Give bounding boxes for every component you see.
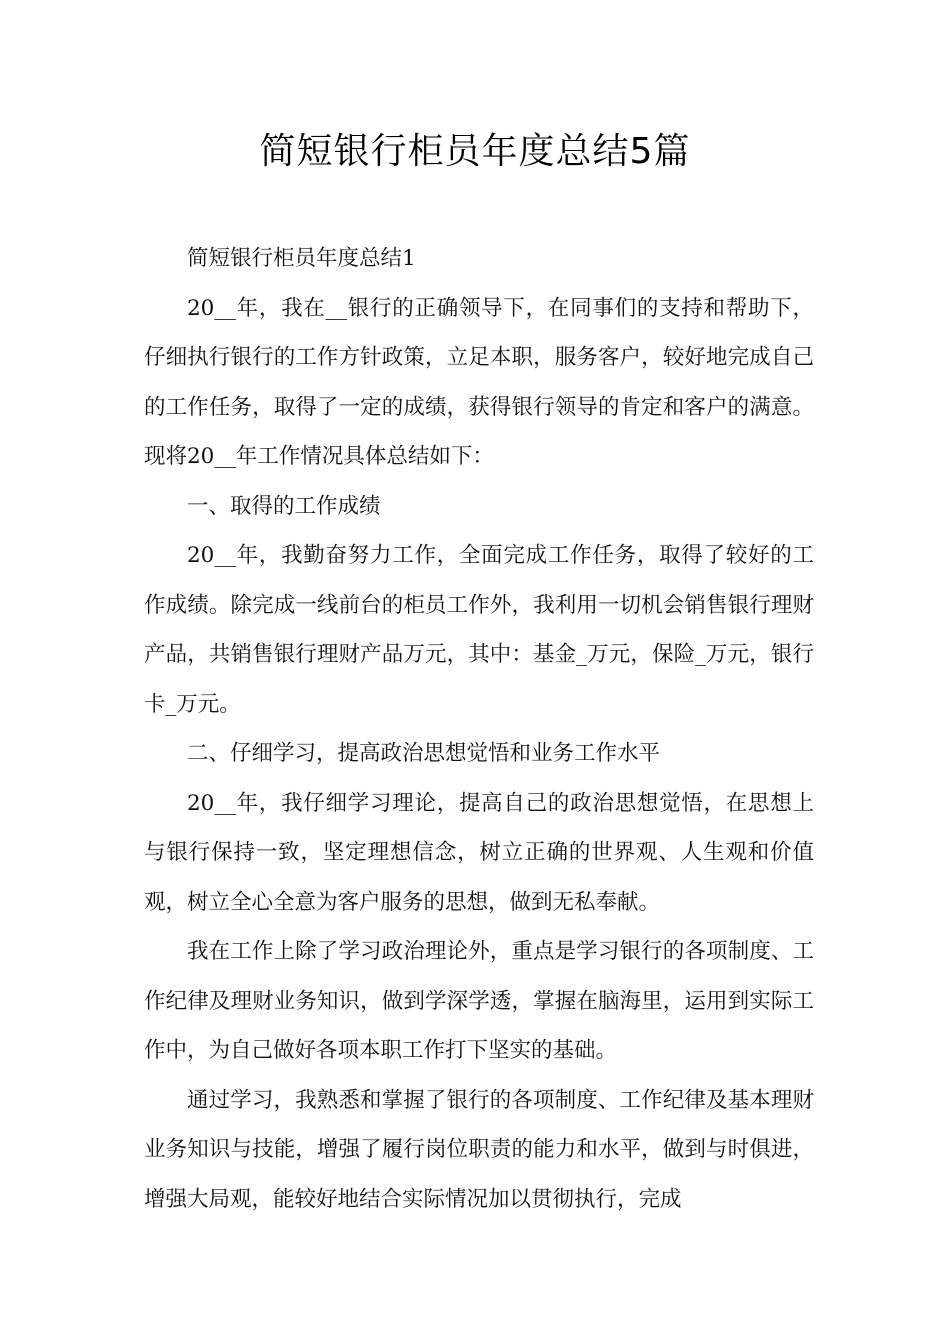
paragraph-achievements: 20__年，我勤奋努力工作，全面完成工作任务，取得了较好的工作成绩。除完成一线前台的柜员工作外，我利用一切机会销售银行理财产品，共销售银行理财产品万元，其中：基金_万元，保险_万元，银行卡_万元。 — [144, 543, 814, 717]
paragraph-study-rules: 我在工作上除了学习政治理论外，重点是学习银行的各项制度、工作纪律及理财业务知识，做到学深学透，掌握在脑海里，运用到实际工作中，为自己做好各项本职工作打下坚实的基础。 — [144, 939, 814, 1063]
section-heading-study: 二、仔细学习，提高政治思想觉悟和业务工作水平 — [187, 741, 661, 766]
section-heading-achievements: 一、取得的工作成绩 — [187, 493, 381, 519]
paragraph-study-results: 通过学习，我熟悉和掌握了银行的各项制度、工作纪律及基本理财业务知识与技能，增强了履行岗位职责的能力和水平，做到与时俱进，增强大局观，能较好地结合实际情况加以贯彻执行，完成 — [144, 1087, 814, 1212]
document-body — [144, 234, 814, 1224]
paragraph-intro: 20__年，我在__银行的正确领导下，在同事们的支持和帮助下，仔细执行银行的工作方针政策，立足本职，服务客户，较好地完成自己的工作任务，取得了一定的成绩，获得银行领导的肯定和客户的满意。现将20__年工作情况具体总结如下： — [144, 295, 814, 469]
document-title: 简短银行柜员年度总结5篇 — [259, 131, 691, 172]
paragraph-study-theory: 20__年，我仔细学习理论，提高自己的政治思想觉悟，在思想上与银行保持一致，坚定理想信念，树立正确的世界观、人生观和价值观，树立全心全意为客户服务的思想，做到无私奉献。 — [144, 790, 814, 915]
section-heading-summary-1: 简短银行柜员年度总结1 — [187, 246, 416, 271]
